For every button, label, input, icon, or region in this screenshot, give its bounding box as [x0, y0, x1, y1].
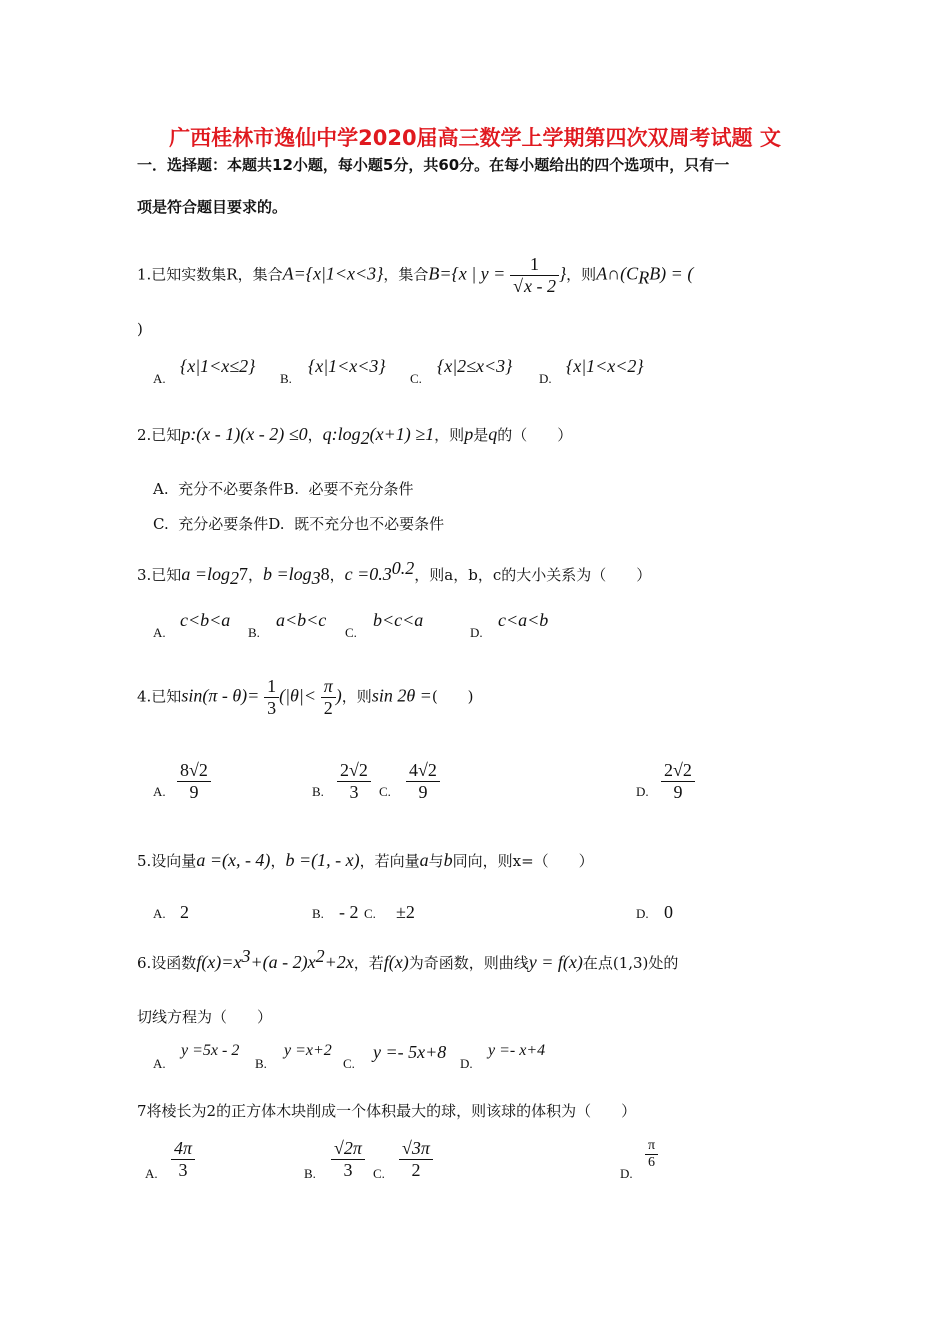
q4-paren: ( ) — [431, 687, 474, 706]
q6-f: f(x)=x — [196, 952, 242, 972]
q2-option-a-label: A. — [153, 480, 169, 498]
q2-q: q:log — [322, 424, 361, 444]
q4-option-c-den: 9 — [406, 781, 440, 803]
q4-options — [153, 760, 713, 810]
q5-option-a: 2 — [180, 902, 189, 922]
q4-option-c-label: C. — [379, 784, 391, 799]
q4-frac-den: 3 — [264, 697, 279, 719]
q3-option-d-label: D. — [470, 625, 483, 640]
q3-c: c =0.3 — [344, 564, 392, 584]
q1-prefix: 1.已知实数集R，集合 — [137, 265, 283, 284]
q3-option-c-label: C. — [345, 625, 357, 640]
q3-c-sup: 0.2 — [391, 558, 415, 578]
q7-option-c — [399, 1138, 433, 1181]
q3-option-a: c<b<a — [180, 610, 231, 630]
q5-option-a-label: A. — [153, 906, 166, 921]
q6-prefix: 6.设函数 — [137, 954, 197, 972]
q5-mid: ，若向量 — [359, 852, 420, 870]
q2-suffix-q: q — [488, 424, 498, 444]
q6-if: ，若 — [353, 954, 384, 972]
q4-prefix: 4.已知 — [137, 687, 182, 706]
q5-b: b =(1, - x) — [285, 850, 360, 870]
q7-option-d-label: D. — [620, 1166, 633, 1181]
q1-expr: A∩(C — [596, 263, 639, 284]
q4-option-b-label: B. — [312, 784, 324, 799]
q1-option-d: {x|1<x<2} — [566, 356, 644, 376]
q5-option-b-label: B. — [312, 906, 324, 921]
question-2 — [137, 424, 572, 449]
q6-option-b-label: B. — [255, 1056, 267, 1071]
q1-option-c-label: C. — [410, 371, 422, 386]
q6-option-c: y =- 5x+8 — [373, 1042, 447, 1062]
q7-option-d — [645, 1138, 658, 1171]
q1-frac-den: x - 2 — [523, 276, 556, 296]
q1-option-b-label: B. — [280, 371, 292, 386]
q5-option-d: 0 — [664, 902, 673, 922]
q4-cond-num: π — [323, 676, 333, 696]
q2-option-b-label: B. — [283, 480, 299, 498]
q6-fx: f(x) — [383, 952, 409, 972]
q6-option-c-label: C. — [343, 1056, 355, 1071]
q3-option-a-label: A. — [153, 625, 166, 640]
q1-frac-num: 1 — [530, 254, 540, 274]
q4-fraction — [264, 676, 279, 719]
q2-p: p:(x - 1)(x - 2) ≤0 — [181, 424, 308, 444]
q5-a: a =(x, - 4) — [196, 850, 271, 870]
q1-set-b-open: B={x | y = — [428, 263, 506, 284]
q4-option-a-den: 9 — [177, 781, 211, 803]
q7-option-c-num: √3π — [402, 1138, 430, 1158]
question-7: 7将棱长为2的正方体木块削成一个体积最大的球，则该球的体积为（ ） — [137, 1102, 637, 1120]
q7-option-d-num: π — [648, 1138, 656, 1153]
q1-set-b-fraction — [510, 254, 559, 297]
question-5: 5.设向量a =(x, - 4)，b =(1, - x)，若向量a与b同向，则x=（ ） — [137, 850, 594, 870]
q1-option-a: {x|1<x≤2} — [180, 356, 256, 376]
q3-b-post: 8 — [320, 564, 330, 584]
q4-cond: (|θ|< — [279, 685, 316, 706]
q2-suffix-b: 是 — [473, 426, 489, 444]
q4-option-c-num: 4√2 — [409, 760, 437, 780]
question-4 — [137, 676, 474, 719]
q1-paren-close: ) — [137, 320, 143, 338]
q4-lhs: sin(π - θ)= — [181, 685, 260, 706]
section-instructions-line2: 项是符合题目要求的。 — [137, 198, 288, 216]
q6-curve: y = f(x) — [528, 952, 583, 972]
q2-option-c-label: C. — [153, 515, 169, 533]
q7-options — [145, 1138, 675, 1192]
q2-option-d-label: D. — [268, 515, 285, 533]
q1-set-b-close: } — [558, 263, 567, 284]
q7-option-a-label: A. — [145, 1166, 158, 1181]
q2-suffix-c: 的（ ） — [497, 426, 573, 444]
q3-option-b: a<b<c — [276, 610, 327, 630]
q6-option-b: y =x+2 — [284, 1042, 332, 1059]
q4-option-b — [337, 760, 371, 803]
q7-option-c-den: 2 — [399, 1159, 433, 1181]
q3-option-d: c<a<b — [498, 610, 549, 630]
q4-then: ，则 — [341, 687, 372, 706]
q6-line2: 切线方程为（ ） — [137, 1008, 273, 1026]
q4-cond-den: 2 — [321, 697, 336, 719]
q2-option-c: 充分必要条件 — [178, 515, 269, 533]
q5-vector-a: a — [419, 850, 429, 870]
q5-vector-b: b — [443, 850, 453, 870]
q3-a: a =log — [181, 564, 230, 584]
q6-f-sup2: 2 — [315, 946, 325, 966]
q1-option-a-label: A. — [153, 371, 166, 386]
q2-q-post: (x+1) ≥1 — [369, 424, 435, 444]
q2-option-b: 必要不充分条件 — [308, 480, 414, 498]
q2-option-d: 既不充分也不必要条件 — [294, 515, 445, 533]
q7-option-b — [331, 1138, 365, 1181]
q7-option-d-den: 6 — [645, 1154, 658, 1171]
q5-with: 与 — [428, 852, 444, 870]
q1-expr-post: B) = ( — [649, 263, 694, 284]
section-instructions-line1: 一．选择题：本题共12小题，每小题5分，共60分。在每小题给出的四个选项中，只有一 — [137, 156, 730, 174]
q3-option-b-label: B. — [248, 625, 260, 640]
q5-option-b: - 2 — [339, 902, 359, 922]
q3-a-post: 7 — [238, 564, 248, 584]
q2-suffix-a: ，则 — [434, 426, 465, 444]
q7-option-a-num: 4π — [174, 1138, 193, 1158]
q1-option-b: {x|1<x<3} — [308, 356, 386, 376]
q3-option-c: b<c<a — [373, 610, 424, 630]
q4-option-d — [661, 760, 695, 803]
q2-prefix: 2.已知 — [137, 426, 182, 444]
q4-option-d-num: 2√2 — [664, 760, 692, 780]
q2-comma: ， — [307, 426, 323, 444]
q4-frac-num: 1 — [267, 676, 277, 696]
q1-option-d-label: D. — [539, 371, 552, 386]
q5-option-c: ±2 — [396, 902, 415, 922]
q7-option-b-den: 3 — [331, 1159, 365, 1181]
q2-suffix-p: p — [464, 424, 474, 444]
question-3: 3.已知$a =\log_27$，$b =\log_38$，$c =0.3^{0.2}$，则a，b，c的大小关系为（ ） — [137, 558, 652, 588]
q4-option-c — [406, 760, 440, 803]
q6-f-sup1: 3 — [241, 946, 251, 966]
question-6 — [137, 946, 678, 973]
q2-options-row1 — [153, 478, 414, 499]
q7-option-c-label: C. — [373, 1166, 385, 1181]
q3-suffix: ，则a，b，c的大小关系为（ ） — [414, 566, 652, 584]
q4-option-a-label: A. — [153, 784, 166, 799]
q1-frac-den-wrap: √x - 2 — [510, 275, 559, 297]
q6-option-a-label: A. — [153, 1056, 166, 1071]
q4-option-b-num: 2√2 — [340, 760, 368, 780]
q5-prefix: 5.设向量 — [137, 852, 197, 870]
q4-option-a — [177, 760, 211, 803]
q4-cond-post: ) — [335, 685, 342, 706]
q6-option-a: y =5x - 2 — [181, 1042, 240, 1059]
q2-q-sub: 2 — [360, 428, 370, 448]
q3-prefix: 3.已知 — [137, 566, 182, 584]
q3-b: b =log — [262, 564, 312, 584]
q7-option-b-label: B. — [304, 1166, 316, 1181]
q6-f-mid: +(a - 2)x — [250, 952, 316, 972]
q1-set-a: A={x|1<x<3} — [282, 263, 384, 284]
q1-expr-sub: R — [638, 267, 650, 288]
q4-option-d-den: 9 — [661, 781, 695, 803]
q2-option-a: 充分不必要条件 — [178, 480, 284, 498]
q4-cond-fraction — [321, 676, 336, 719]
q2-options-row2 — [153, 513, 444, 534]
q4-expr: sin 2θ = — [371, 685, 432, 706]
q1-option-c: {x|2≤x<3} — [437, 356, 513, 376]
q7-option-a-den: 3 — [171, 1159, 195, 1181]
q6-point: 在点(1,3)处的 — [582, 954, 679, 972]
q6-odd: 为奇函数，则曲线 — [408, 954, 529, 972]
page-title: 广西桂林市逸仙中学2020届高三数学上学期第四次双周考试题 文 — [169, 126, 781, 150]
q6-option-d: y =- x+4 — [488, 1042, 546, 1059]
q4-option-a-num: 8√2 — [180, 760, 208, 780]
question-1 — [137, 254, 693, 297]
q4-option-d-label: D. — [636, 784, 649, 799]
q5-option-c-label: C. — [364, 906, 376, 921]
q7-option-a — [171, 1138, 195, 1181]
q7-option-b-num: √2π — [334, 1138, 362, 1158]
q6-option-d-label: D. — [460, 1056, 473, 1071]
q5-option-d-label: D. — [636, 906, 649, 921]
q4-option-b-den: 3 — [337, 781, 371, 803]
q3-b-sub: 3 — [311, 568, 321, 588]
q5-suffix: 同向，则x=（ ） — [452, 852, 594, 870]
q3-a-sub: 2 — [229, 568, 239, 588]
q1-mid: ，集合 — [383, 265, 429, 284]
q1-then: ，则 — [566, 265, 597, 284]
q6-f-post: +2x — [324, 952, 354, 972]
